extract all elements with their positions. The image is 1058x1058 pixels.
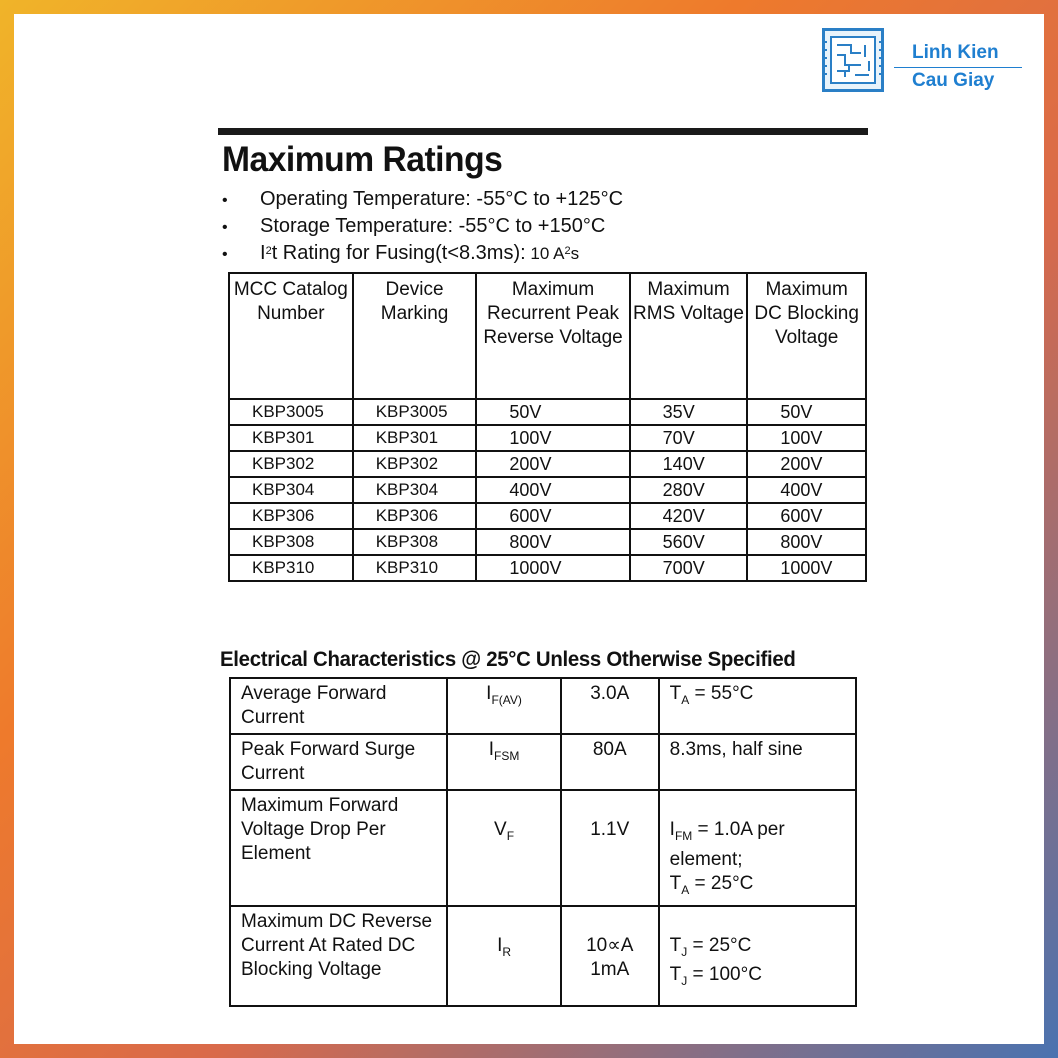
catalog-number-cell: KBP310 bbox=[229, 555, 353, 581]
device-marking-cell: KBP308 bbox=[353, 529, 477, 555]
brand-logo[interactable] bbox=[808, 22, 1028, 112]
catalog-number-cell: KBP306 bbox=[229, 503, 353, 529]
ratings-body bbox=[229, 399, 866, 581]
value-cell: 3.0A bbox=[561, 678, 659, 734]
param-cell: Maximum Forward Voltage Drop Per Element bbox=[230, 790, 447, 906]
symbol-cell: $I_R$ bbox=[447, 906, 561, 1006]
ratings-bullets bbox=[222, 186, 623, 267]
dc-blocking-voltage-cell: 600V bbox=[747, 503, 866, 529]
rms-voltage-cell: 280V bbox=[630, 477, 748, 503]
logo-line-2: Cau Giay bbox=[912, 70, 995, 91]
col-header: Maximum RMS Voltage bbox=[630, 273, 748, 399]
catalog-number-cell: KBP308 bbox=[229, 529, 353, 555]
value-cell: 10∝A 1mA bbox=[561, 906, 659, 1006]
table-row bbox=[230, 790, 856, 906]
device-marking-cell: KBP304 bbox=[353, 477, 477, 503]
param-cell: Maximum DC Reverse Current At Rated DC Blocking Voltage bbox=[230, 906, 447, 1006]
table-row bbox=[229, 555, 866, 581]
table-row bbox=[229, 503, 866, 529]
table-row bbox=[229, 451, 866, 477]
symbol-cell: $I_{FSM}$ bbox=[447, 734, 561, 790]
table-row bbox=[230, 906, 856, 1006]
table-row bbox=[229, 477, 866, 503]
max-ratings-title: Maximum Ratings bbox=[222, 140, 503, 179]
col-header: Maximum Recurrent Peak Reverse Voltage bbox=[476, 273, 629, 399]
peak-reverse-voltage-cell: 1000V bbox=[476, 555, 629, 581]
value-cell: 80A bbox=[561, 734, 659, 790]
param-cell: Peak Forward Surge Current bbox=[230, 734, 447, 790]
peak-reverse-voltage-cell: 100V bbox=[476, 425, 629, 451]
catalog-number-cell: KBP3005 bbox=[229, 399, 353, 425]
device-marking-cell: KBP306 bbox=[353, 503, 477, 529]
col-header: Device Marking bbox=[353, 273, 477, 399]
rms-voltage-cell: 420V bbox=[630, 503, 748, 529]
col-header: MCC Catalog Number bbox=[229, 273, 353, 399]
catalog-number-cell: KBP304 bbox=[229, 477, 353, 503]
catalog-number-cell: KBP302 bbox=[229, 451, 353, 477]
table-row bbox=[229, 529, 866, 555]
col-header: Maximum DC Blocking Voltage bbox=[747, 273, 866, 399]
ratings-header-row bbox=[229, 273, 866, 399]
dc-blocking-voltage-cell: 200V bbox=[747, 451, 866, 477]
rms-voltage-cell: 560V bbox=[630, 529, 748, 555]
device-marking-cell: KBP3005 bbox=[353, 399, 477, 425]
condition-cell: $T_A = 55^\circ C$ bbox=[659, 678, 856, 734]
logo-line-1: Linh Kien bbox=[912, 42, 999, 63]
catalog-number-cell: KBP301 bbox=[229, 425, 353, 451]
table-row bbox=[230, 734, 856, 790]
device-marking-cell: KBP301 bbox=[353, 425, 477, 451]
rms-voltage-cell: 700V bbox=[630, 555, 748, 581]
table-row bbox=[229, 425, 866, 451]
rms-voltage-cell: 140V bbox=[630, 451, 748, 477]
dc-blocking-voltage-cell: 400V bbox=[747, 477, 866, 503]
ratings-table bbox=[228, 272, 867, 582]
peak-reverse-voltage-cell: 600V bbox=[476, 503, 629, 529]
logo-divider bbox=[894, 67, 1022, 68]
value-cell: 1.1V bbox=[561, 790, 659, 906]
symbol-cell: $V_F$ bbox=[447, 790, 561, 906]
condition-cell: $I_{FM} = 1.0A$ per element; $T_A = 25^\circ C$ bbox=[659, 790, 856, 906]
section-rule bbox=[218, 128, 868, 135]
param-cell: Average Forward Current bbox=[230, 678, 447, 734]
bullet-operating-temp: • Operating Temperature: -55°C to +125°C bbox=[222, 188, 624, 210]
electrical-title: Electrical Characteristics @ 25°C Unless Otherwise Specified bbox=[220, 648, 796, 671]
table-row bbox=[229, 399, 866, 425]
rms-voltage-cell: 35V bbox=[630, 399, 748, 425]
chip-icon bbox=[822, 28, 884, 92]
condition-cell: $T_J = 25^\circ C$ $T_J = 100^\circ C$ bbox=[659, 906, 856, 1006]
rms-voltage-cell: 70V bbox=[630, 425, 748, 451]
peak-reverse-voltage-cell: 200V bbox=[476, 451, 629, 477]
dc-blocking-voltage-cell: 100V bbox=[747, 425, 866, 451]
bullet-storage-temp: • Storage Temperature: -55°C to +150°C bbox=[222, 215, 606, 237]
dc-blocking-voltage-cell: 50V bbox=[747, 399, 866, 425]
dc-blocking-voltage-cell: 1000V bbox=[747, 555, 866, 581]
bullet-i2t-rating: • $I^2t$ Rating for Fusing(t<8.3ms): 10 $A^2s$ bbox=[222, 242, 580, 264]
electrical-table bbox=[229, 677, 857, 1007]
device-marking-cell: KBP302 bbox=[353, 451, 477, 477]
condition-cell: 8.3ms, half sine bbox=[659, 734, 856, 790]
peak-reverse-voltage-cell: 400V bbox=[476, 477, 629, 503]
peak-reverse-voltage-cell: 50V bbox=[476, 399, 629, 425]
dc-blocking-voltage-cell: 800V bbox=[747, 529, 866, 555]
peak-reverse-voltage-cell: 800V bbox=[476, 529, 629, 555]
table-row bbox=[230, 678, 856, 734]
device-marking-cell: KBP310 bbox=[353, 555, 477, 581]
symbol-cell: $I_{F(AV)}$ bbox=[447, 678, 561, 734]
